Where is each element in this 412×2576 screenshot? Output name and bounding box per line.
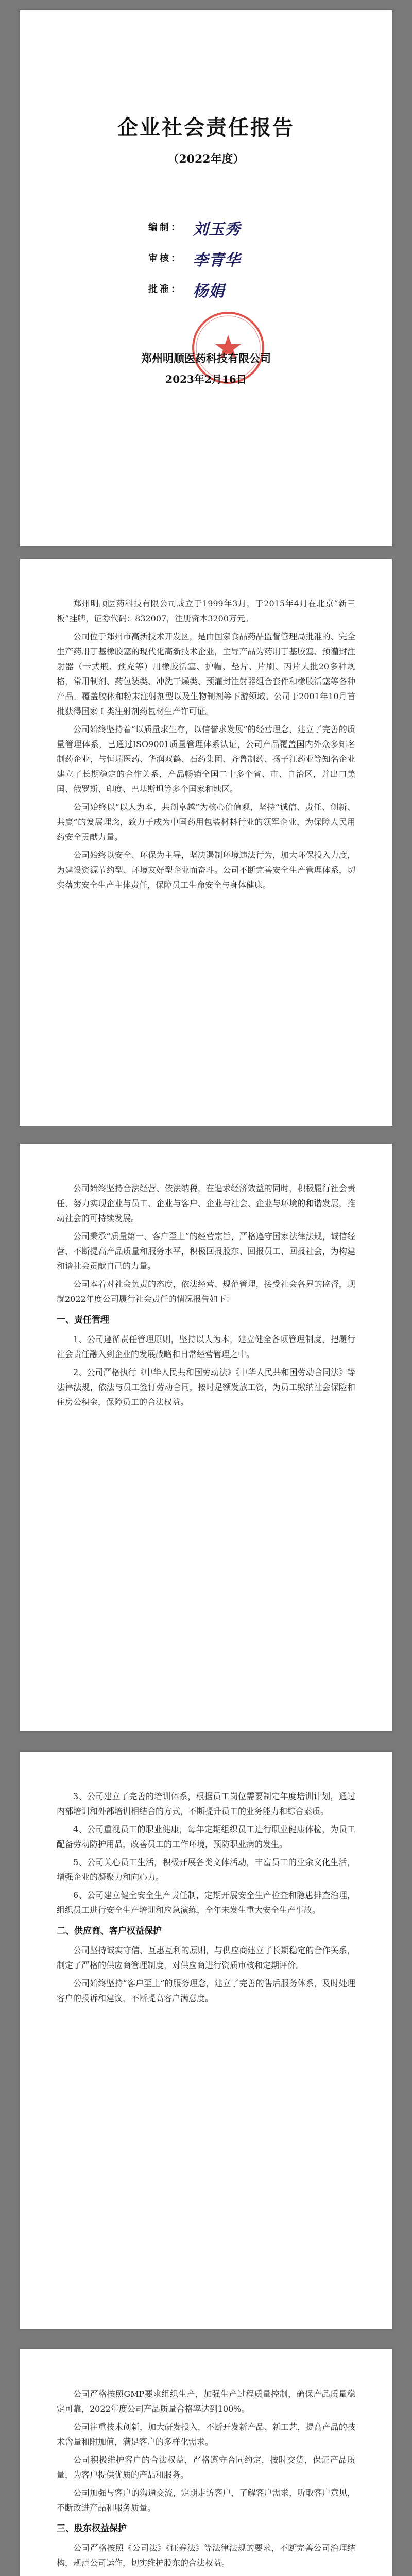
report-title: 企业社会责任报告	[117, 116, 295, 140]
paragraph: 公司严格按照GMP要求组织生产，加强生产过程质量控制，确保产品质量稳定可靠，2022年度公司产品质量合格率达到100%。	[57, 2389, 355, 2414]
paragraph: 2、公司严格执行《中华人民共和国劳动法》《中华人民共和国劳动合同法》等法律法规，依法与员工签订劳动合同，按时足额发放工资，为员工缴纳社会保险和住房公积金，保障员工的合法权益。	[57, 1367, 355, 1407]
paragraph: 公司注重技术创新，加大研发投入，不断开发新产品、新工艺，提高产品的技术含量和附加值，满足客户的多样化需求。	[57, 2422, 355, 2447]
cover-page	[20, 10, 392, 546]
paragraph: 公司始终以“以人为本，共创卓越”为核心价值观，坚持“诚信、责任、创新、共赢”的发展理念，致力于成为中国药用包装材料行业的领军企业，为保障人民用药安全贡献力量。	[57, 802, 355, 842]
editor-label: 编制：	[148, 222, 182, 233]
section-heading: 三、股东权益保护	[57, 2523, 127, 2534]
company-name: 郑州明顺医药科技有限公司	[141, 352, 271, 365]
paragraph: 公司加强与客户的沟通交流，定期走访客户，了解客户需求，听取客户意见，不断改进产品和服务质量。	[57, 2488, 355, 2513]
report-year: （2022年度）	[167, 152, 245, 166]
section-heading: 一、责任管理	[57, 1315, 109, 1325]
paragraph: 公司始终坚持着“以质量求生存，以信誉求发展”的经营理念，建立了完善的质量管理体系，已通过ISO9001质量管理体系认证，公司产品覆盖国内外众多知名制药企业，与恒瑞医药、华润双鹤、石药集团、齐鲁制药、扬子江药业等知名企业建立了长期稳定的合作关系，产品畅销全国二十多个省、市、自治区，并出口美国、俄罗斯、印度、巴基斯坦等多个国家和地区。	[57, 724, 355, 794]
paragraph: 6、公司建立健全安全生产责任制，定期开展安全生产检查和隐患排查治理，组织员工进行安全生产培训和应急演练，全年未发生重大安全生产事故。	[57, 1890, 355, 1915]
paragraph: 5、公司关心员工生活，积极开展各类文体活动，丰富员工的业余文化生活，增强企业的凝聚力和向心力。	[57, 1857, 355, 1882]
document-page	[20, 559, 392, 1126]
report-date: 2023年2月16日	[165, 373, 247, 385]
paragraph: 公司本着对社会负责的态度，依法经营、规范管理，接受社会各界的监督，现就2022年度公司履行社会责任的情况报告如下：	[57, 1279, 355, 1304]
paragraph: 1、公司遵循责任管理原则，坚持以人为本，建立健全各项管理制度，把履行社会责任融入到企业的发展战略和日常经营管理之中。	[57, 1334, 355, 1359]
document-page	[20, 2349, 392, 2576]
reviewer-line	[148, 247, 241, 270]
paragraph: 公司严格按照《公司法》《证券法》等法律法规的要求，不断完善公司治理结构，规范公司运作，切实维护股东的合法权益。	[57, 2543, 355, 2568]
paragraph: 公司坚持诚实守信、互惠互利的原则，与供应商建立了长期稳定的合作关系，制定了严格的供应商管理制度，对供应商进行资质审核和定期评价。	[57, 1945, 355, 1970]
editor-signature: 刘玉秀	[193, 221, 241, 239]
paragraph	[57, 2573, 355, 2576]
paragraph: 公司积极维护客户的合法权益，严格遵守合同约定，按时交货，保证产品质量，为客户提供优质的产品和服务。	[57, 2455, 355, 2480]
editor-line	[148, 216, 241, 239]
reviewer-signature: 李青华	[193, 251, 241, 269]
paragraph: 公司始终以安全、环保为主导，坚决遏制环境违法行为，加大环保投入力度，为建设资源节约型、环境友好型企业而奋斗。公司不断完善安全生产管理体系，切实落实安全生产主体责任，保障员工生命安全与身体健康。	[57, 850, 355, 890]
reviewer-label: 审核：	[148, 253, 182, 264]
approver-signature: 杨娟	[193, 282, 225, 300]
paragraph: 公司位于郑州市高新技术开发区，是由国家食品药品监督管理局批准的、完全生产药用丁基橡胶塞的现代化高新技术企业，主导产品为药用丁基胶塞、预灌封注射器（卡式瓶、预充等）用橡胶活塞、护帽、垫片、片刷、丙片大批20多种规格，常用制剂、药包装类、冲洗干燥类、预灌封注射器组合套件和橡胶活塞等各种产品。覆盖胶体和粉末注射剂型以及生物制剂等下游领域。公司于2001年10月首批获得国家 I 类注射剂药包材生产许可证。	[57, 632, 355, 716]
approver-line	[148, 278, 225, 301]
document-page	[20, 1752, 392, 2329]
paragraph: 公司始终坚持“客户至上”的服务理念，建立了完善的售后服务体系，及时处理客户的投诉和建议，不断提高客户满意度。	[57, 1978, 355, 2003]
paragraph: 4、公司重视员工的职业健康，每年定期组织员工进行职业健康体检，为员工配备劳动防护用品，改善员工的工作环境，预防职业病的发生。	[57, 1824, 355, 1849]
document-page	[20, 1144, 392, 1731]
approver-label: 批准：	[148, 284, 182, 295]
paragraph: 郑州明顺医药科技有限公司成立于1999年3月，于2015年4月在北京“新三板”挂牌，证券代码：832007，注册资本3200万元。	[57, 599, 355, 623]
section-heading: 二、供应商、客户权益保护	[57, 1926, 162, 1936]
paragraph: 公司始终坚持合法经营、依法纳税，在追求经济效益的同时，积极履行社会责任，努力实现企业与员工、企业与客户、企业与社会、企业与环境的和谐发展，推动社会的可持续发展。	[57, 1183, 355, 1223]
paragraph: 3、公司建立了完善的培训体系，根据员工岗位需要制定年度培训计划，通过内部培训和外部培训相结合的方式，不断提升员工的业务能力和综合素质。	[57, 1791, 355, 1816]
paragraph: 公司秉承“质量第一、客户至上”的经营宗旨，严格遵守国家法律法规，诚信经营，不断提高产品质量和服务水平，积极回报股东、回报员工、回报社会，为构建和谐社会贡献自己的力量。	[57, 1231, 355, 1271]
